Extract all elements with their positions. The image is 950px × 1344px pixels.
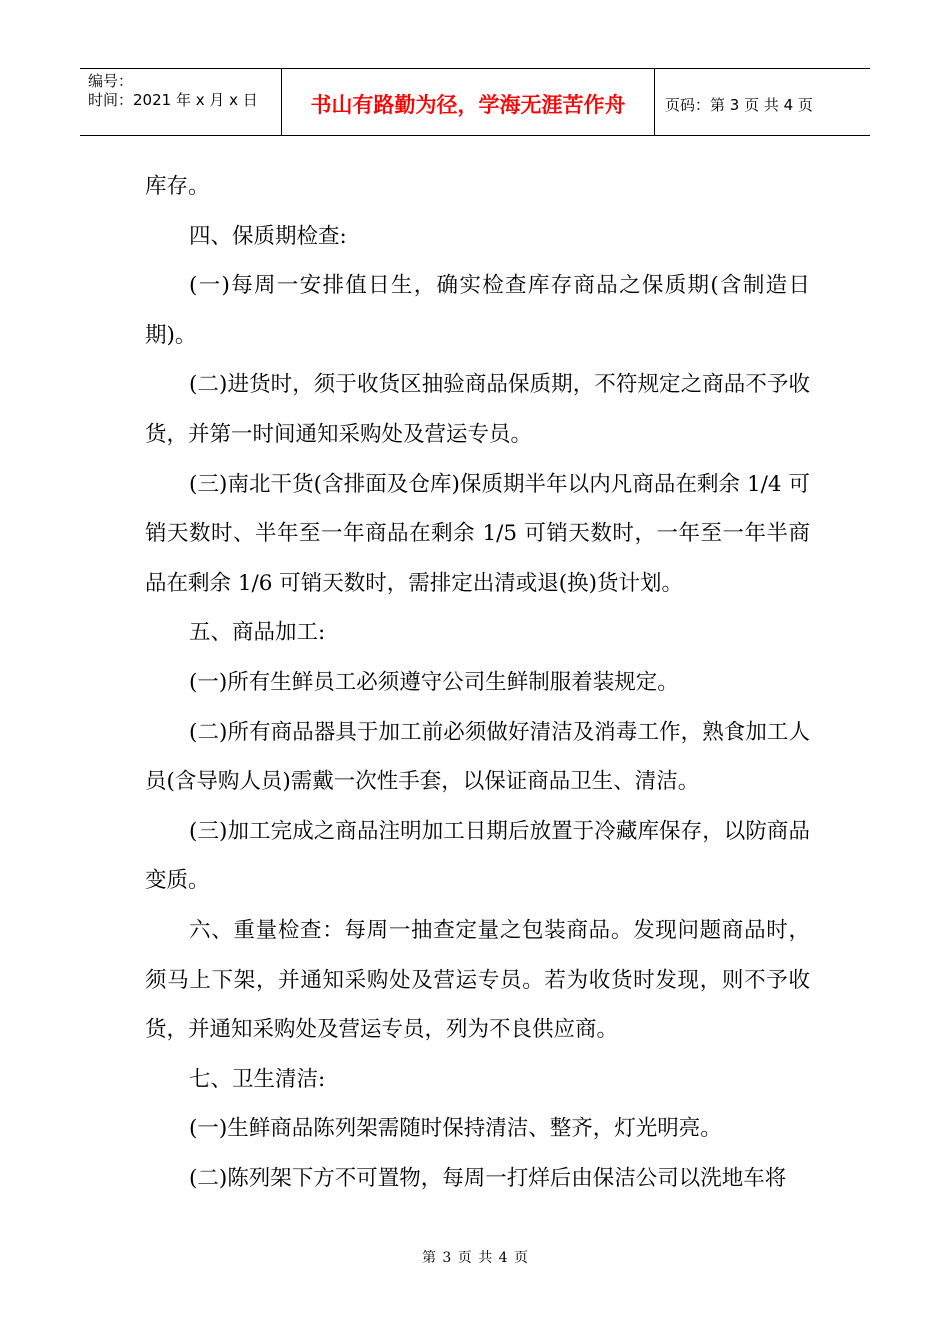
section-heading-weight-check: 六、重量检查：每周一抽查定量之包装商品。发现问题商品时，须马上下架，并通知采购处及营运专员。若为收货时发现，则不予收货，并通知采购处及营运专员，列为不良供应商。 [145, 917, 810, 1043]
header-meta [80, 69, 282, 135]
section-heading-processing: 五、商品加工: [189, 620, 326, 646]
document-number-label: 编号： [88, 72, 134, 90]
section-heading-hygiene: 七、卫生清洁: [189, 1066, 326, 1092]
paragraph: (一)生鲜商品陈列架需随时保持清洁、整齐，灯光明亮。 [189, 1116, 722, 1142]
document-body [145, 162, 810, 1203]
paragraph: (一)所有生鲜员工必须遵守公司生鲜制服着装规定。 [189, 669, 679, 695]
paragraph: (二)陈列架下方不可置物，每周一打烊后由保洁公司以洗地车将 [189, 1165, 787, 1191]
paragraph: (二)进货时，须于收货区抽验商品保质期，不符规定之商品不予收货，并第一时间通知采购处及营运专员。 [145, 372, 810, 447]
page-footer: 第 3 页 共 4 页 [421, 1250, 529, 1266]
paragraph: (三)加工完成之商品注明加工日期后放置于冷藏库保存，以防商品变质。 [145, 818, 810, 894]
section-heading-shelf-life: 四、保质期检查: [189, 223, 347, 249]
paragraph-continuation: 库存。 [145, 174, 210, 199]
document-date-label: 时间：2021 年 x 月 x 日 [88, 91, 258, 109]
document-header [80, 68, 870, 136]
paragraph: (一)每周一安排值日生，确实检查库存商品之保质期(含制造日期)。 [145, 273, 810, 348]
header-motto: 书山有路勤为径，学海无涯苦作舟 [282, 69, 655, 135]
header-page-info: 页码：第 3 页 共 4 页 [665, 95, 813, 114]
paragraph: (二)所有商品器具于加工前必须做好清洁及消毒工作，熟食加工人员(含导购人员)需戴一次性手套，以保证商品卫生、清洁。 [145, 719, 810, 795]
paragraph: (三)南北干货(含排面及仓库)保质期半年以内凡商品在剩余 1/4 可销天数时、半年至一年商品在剩余 1/5 可销天数时，一年至一年半商品在剩余 1/6 可销天数时，需排定出清或退(换)货计划。 [145, 471, 810, 596]
